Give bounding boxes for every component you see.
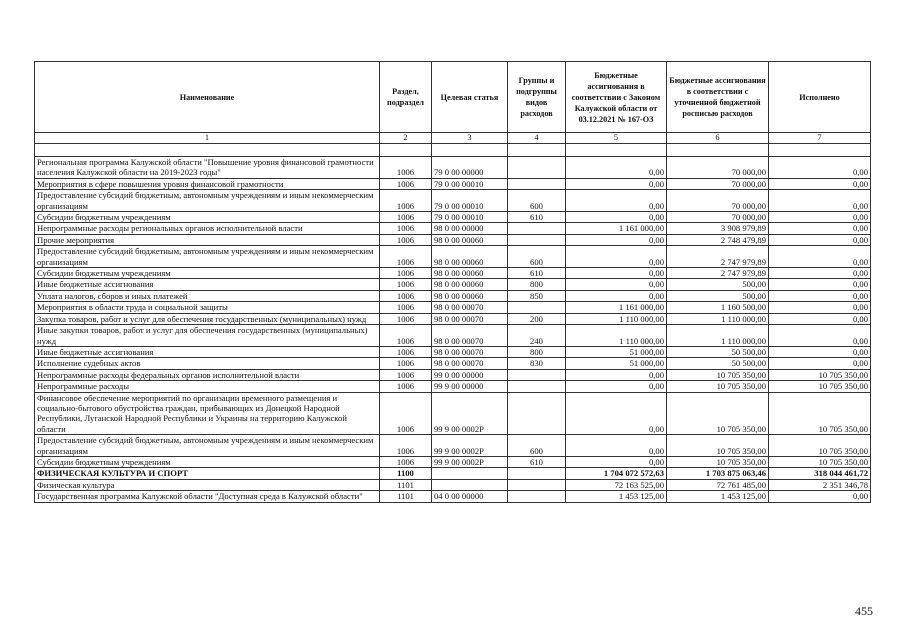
cell-executed: 318 044 461,72	[769, 468, 871, 479]
cell-law-allocation: 1 453 125,00	[566, 491, 667, 502]
table-row	[35, 313, 871, 324]
cell-law-allocation: 0,00	[566, 268, 667, 279]
cell-target-article	[432, 468, 508, 479]
header-section: Раздел, подраздел	[380, 62, 432, 133]
cell-executed: 0,00	[769, 234, 871, 245]
cell-law-allocation: 1 161 000,00	[566, 223, 667, 234]
column-number: 5	[566, 133, 667, 144]
cell-section: 1101	[380, 491, 432, 502]
table-row	[35, 325, 871, 347]
cell-executed: 0,00	[769, 325, 871, 347]
cell-name: Иные бюджетные ассигнования	[35, 346, 380, 357]
cell-section: 1100	[380, 468, 432, 479]
table-row	[35, 392, 871, 435]
cell-expense-group	[508, 468, 566, 479]
cell-expense-group	[508, 479, 566, 490]
cell-target-article: 99 9 00 0002Р	[432, 435, 508, 457]
cell-target-article: 99 9 00 0002Р	[432, 392, 508, 435]
cell-section: 1006	[380, 381, 432, 392]
column-number: 2	[380, 133, 432, 144]
table-row	[35, 468, 871, 479]
table-row	[35, 381, 871, 392]
cell-section: 1006	[380, 290, 432, 301]
cell-refined-allocation: 1 160 500,00	[667, 302, 769, 313]
cell-law-allocation: 0,00	[566, 381, 667, 392]
cell-name: Предоставление субсидий бюджетным, автономным учреждениям и иным некоммерческим организациям	[35, 190, 380, 212]
cell-executed: 10 705 350,00	[769, 369, 871, 380]
cell-target-article: 99 0 00 00000	[432, 369, 508, 380]
cell-refined-allocation: 3 908 979,89	[667, 223, 769, 234]
cell-refined-allocation: 10 705 350,00	[667, 456, 769, 467]
cell-refined-allocation: 10 705 350,00	[667, 392, 769, 435]
table-row	[35, 346, 871, 357]
table-row	[35, 268, 871, 279]
cell-law-allocation: 0,00	[566, 435, 667, 457]
cell-law-allocation: 0,00	[566, 392, 667, 435]
cell-expense-group: 610	[508, 268, 566, 279]
cell-refined-allocation: 50 500,00	[667, 346, 769, 357]
cell-section: 1006	[380, 234, 432, 245]
cell-name: Непрограммные расходы региональных органов исполнительной власти	[35, 223, 380, 234]
cell-expense-group	[508, 392, 566, 435]
cell-refined-allocation: 2 747 979,89	[667, 246, 769, 268]
cell-expense-group: 800	[508, 279, 566, 290]
header-executed: Исполнено	[769, 62, 871, 133]
cell-law-allocation: 1 110 000,00	[566, 325, 667, 347]
cell-refined-allocation: 70 000,00	[667, 190, 769, 212]
cell-executed: 10 705 350,00	[769, 392, 871, 435]
cell-executed: 0,00	[769, 157, 871, 179]
cell-section: 1006	[380, 212, 432, 223]
cell-target-article: 79 0 00 00010	[432, 212, 508, 223]
cell-executed: 0,00	[769, 313, 871, 324]
cell-target-article: 98 0 00 00070	[432, 346, 508, 357]
cell-executed: 0,00	[769, 190, 871, 212]
column-number: 4	[508, 133, 566, 144]
cell-law-allocation: 1 704 072 572,63	[566, 468, 667, 479]
cell-name: Предоставление субсидий бюджетным, автономным учреждениям и иным некоммерческим организациям	[35, 246, 380, 268]
cell-executed: 0,00	[769, 178, 871, 189]
cell-name: Финансовое обеспечение мероприятий по организации временного размещения и социально-бытового обустройства граждан, прибывающих из Донецкой Народной Республики, Луганской Народной Республики и Украины на территорию Калужской области	[35, 392, 380, 435]
cell-name: Закупка товаров, работ и услуг для обеспечения государственных (муниципальных) нужд	[35, 313, 380, 324]
table-row	[35, 456, 871, 467]
cell-refined-allocation: 1 110 000,00	[667, 325, 769, 347]
cell-law-allocation: 0,00	[566, 178, 667, 189]
cell-section: 1006	[380, 178, 432, 189]
cell-name: Уплата налогов, сборов и иных платежей	[35, 290, 380, 301]
cell-law-allocation: 0,00	[566, 456, 667, 467]
cell-refined-allocation: 72 761 485,00	[667, 479, 769, 490]
header-name: Наименование	[35, 62, 380, 133]
cell-law-allocation: 0,00	[566, 246, 667, 268]
cell-law-allocation: 0,00	[566, 290, 667, 301]
cell-section: 1006	[380, 369, 432, 380]
cell-executed: 2 351 346,78	[769, 479, 871, 490]
cell-expense-group	[508, 178, 566, 189]
cell-target-article: 98 0 00 00060	[432, 290, 508, 301]
cell-refined-allocation: 10 705 350,00	[667, 381, 769, 392]
cell-name: Исполнение судебных актов	[35, 358, 380, 369]
cell-name: Субсидии бюджетным учреждениям	[35, 268, 380, 279]
cell-section: 1006	[380, 358, 432, 369]
cell-expense-group	[508, 381, 566, 392]
cell-law-allocation: 0,00	[566, 212, 667, 223]
cell-refined-allocation: 70 000,00	[667, 212, 769, 223]
cell-refined-allocation: 10 705 350,00	[667, 435, 769, 457]
cell-law-allocation: 1 110 000,00	[566, 313, 667, 324]
table-row	[35, 246, 871, 268]
cell-section: 1006	[380, 456, 432, 467]
cell-expense-group: 610	[508, 456, 566, 467]
cell-expense-group: 600	[508, 435, 566, 457]
cell-refined-allocation: 10 705 350,00	[667, 369, 769, 380]
cell-name: Субсидии бюджетным учреждениям	[35, 456, 380, 467]
cell-name: ФИЗИЧЕСКАЯ КУЛЬТУРА И СПОРТ	[35, 468, 380, 479]
cell-section: 1006	[380, 346, 432, 357]
table-row	[35, 279, 871, 290]
cell-expense-group: 240	[508, 325, 566, 347]
cell-executed: 10 705 350,00	[769, 435, 871, 457]
cell-refined-allocation: 2 747 979,89	[667, 268, 769, 279]
cell-section: 1006	[380, 268, 432, 279]
cell-expense-group: 830	[508, 358, 566, 369]
cell-target-article	[432, 479, 508, 490]
cell-section: 1006	[380, 313, 432, 324]
cell-target-article: 98 0 00 00060	[432, 279, 508, 290]
header-target: Целевая статья	[432, 62, 508, 133]
cell-law-allocation: 0,00	[566, 157, 667, 179]
cell-executed: 0,00	[769, 279, 871, 290]
cell-law-allocation: 51 000,00	[566, 358, 667, 369]
cell-refined-allocation: 2 748 479,89	[667, 234, 769, 245]
cell-name: Непрограммные расходы федеральных органов исполнительной власти	[35, 369, 380, 380]
table-row	[35, 491, 871, 502]
cell-target-article: 98 0 00 00070	[432, 358, 508, 369]
table-row	[35, 435, 871, 457]
cell-law-allocation: 0,00	[566, 234, 667, 245]
cell-section: 1006	[380, 392, 432, 435]
table-row	[35, 190, 871, 212]
cell-name: Государственная программа Калужской области "Доступная среда в Калужской области"	[35, 491, 380, 502]
cell-name: Региональная программа Калужской области "Повышение уровня финансовой грамотности населения Калужской области на 2019-2023 годы"	[35, 157, 380, 179]
cell-expense-group	[508, 157, 566, 179]
column-number: 3	[432, 133, 508, 144]
cell-executed: 10 705 350,00	[769, 381, 871, 392]
cell-section: 1006	[380, 435, 432, 457]
cell-law-allocation: 0,00	[566, 369, 667, 380]
table-row	[35, 223, 871, 234]
cell-refined-allocation: 1 703 875 063,46	[667, 468, 769, 479]
cell-refined-allocation: 1 110 000,00	[667, 313, 769, 324]
cell-expense-group	[508, 369, 566, 380]
cell-target-article: 79 0 00 00010	[432, 178, 508, 189]
cell-expense-group	[508, 234, 566, 245]
cell-executed: 0,00	[769, 491, 871, 502]
table-row	[35, 290, 871, 301]
page-number: 455	[855, 604, 873, 618]
cell-section: 1006	[380, 190, 432, 212]
cell-name: Непрограммные расходы	[35, 381, 380, 392]
cell-target-article: 98 0 00 00060	[432, 268, 508, 279]
table-row	[35, 234, 871, 245]
cell-expense-group: 610	[508, 212, 566, 223]
cell-target-article: 04 0 00 00000	[432, 491, 508, 502]
cell-name: Иные закупки товаров, работ и услуг для обеспечения государственных (муниципальных) нужд	[35, 325, 380, 347]
cell-name: Прочие мероприятия	[35, 234, 380, 245]
column-number: 6	[667, 133, 769, 144]
cell-target-article: 98 0 00 00070	[432, 302, 508, 313]
cell-law-allocation: 0,00	[566, 190, 667, 212]
cell-executed: 0,00	[769, 358, 871, 369]
cell-executed: 0,00	[769, 212, 871, 223]
cell-refined-allocation: 500,00	[667, 279, 769, 290]
cell-target-article: 79 0 00 00000	[432, 157, 508, 179]
cell-name: Мероприятия в области труда и социальной защиты	[35, 302, 380, 313]
header-row	[35, 62, 871, 133]
spacer-row	[35, 144, 871, 157]
column-number: 1	[35, 133, 380, 144]
cell-name: Мероприятия в сфере повышения уровня финансовой грамотности	[35, 178, 380, 189]
cell-refined-allocation: 70 000,00	[667, 157, 769, 179]
cell-law-allocation: 0,00	[566, 279, 667, 290]
cell-expense-group: 850	[508, 290, 566, 301]
cell-name: Субсидии бюджетным учреждениям	[35, 212, 380, 223]
cell-refined-allocation: 50 500,00	[667, 358, 769, 369]
cell-executed: 0,00	[769, 223, 871, 234]
cell-refined-allocation: 70 000,00	[667, 178, 769, 189]
header-law-allocations: Бюджетные ассигнования в соответствии с Законом Калужской области от 03.12.2021 № 167-ОЗ	[566, 62, 667, 133]
cell-target-article: 99 9 00 0002Р	[432, 456, 508, 467]
cell-section: 1006	[380, 279, 432, 290]
table-row	[35, 369, 871, 380]
column-number: 7	[769, 133, 871, 144]
cell-section: 1101	[380, 479, 432, 490]
cell-name: Иные бюджетные ассигнования	[35, 279, 380, 290]
table-row	[35, 302, 871, 313]
cell-target-article: 99 9 00 00000	[432, 381, 508, 392]
cell-name: Предоставление субсидий бюджетным, автономным учреждениям и иным некоммерческим организациям	[35, 435, 380, 457]
table-row	[35, 178, 871, 189]
table-row	[35, 212, 871, 223]
cell-name: Физическая культура	[35, 479, 380, 490]
cell-expense-group	[508, 491, 566, 502]
cell-target-article: 98 0 00 00070	[432, 313, 508, 324]
cell-refined-allocation: 500,00	[667, 290, 769, 301]
cell-section: 1006	[380, 302, 432, 313]
cell-refined-allocation: 1 453 125,00	[667, 491, 769, 502]
cell-law-allocation: 72 163 525,00	[566, 479, 667, 490]
cell-section: 1006	[380, 246, 432, 268]
cell-expense-group: 600	[508, 246, 566, 268]
cell-executed: 10 705 350,00	[769, 456, 871, 467]
cell-target-article: 98 0 00 00000	[432, 223, 508, 234]
cell-expense-group: 200	[508, 313, 566, 324]
cell-target-article: 98 0 00 00060	[432, 234, 508, 245]
table-body	[35, 144, 871, 503]
cell-expense-group: 600	[508, 190, 566, 212]
cell-executed: 0,00	[769, 346, 871, 357]
column-number-row	[35, 133, 871, 144]
budget-table	[34, 61, 871, 503]
cell-section: 1006	[380, 325, 432, 347]
cell-target-article: 98 0 00 00060	[432, 246, 508, 268]
table-row	[35, 479, 871, 490]
cell-executed: 0,00	[769, 268, 871, 279]
table-row	[35, 157, 871, 179]
cell-section: 1006	[380, 223, 432, 234]
cell-executed: 0,00	[769, 302, 871, 313]
cell-executed: 0,00	[769, 290, 871, 301]
table-row	[35, 358, 871, 369]
cell-expense-group	[508, 223, 566, 234]
header-refined-allocations: Бюджетные ассигнования в соответствии с уточненной бюджетной росписью расходов	[667, 62, 769, 133]
cell-executed: 0,00	[769, 246, 871, 268]
cell-expense-group	[508, 302, 566, 313]
header-groups: Группы и подгруппы видов расходов	[508, 62, 566, 133]
cell-law-allocation: 1 161 000,00	[566, 302, 667, 313]
cell-target-article: 98 0 00 00070	[432, 325, 508, 347]
cell-target-article: 79 0 00 00010	[432, 190, 508, 212]
cell-section: 1006	[380, 157, 432, 179]
cell-law-allocation: 51 000,00	[566, 346, 667, 357]
cell-expense-group: 800	[508, 346, 566, 357]
